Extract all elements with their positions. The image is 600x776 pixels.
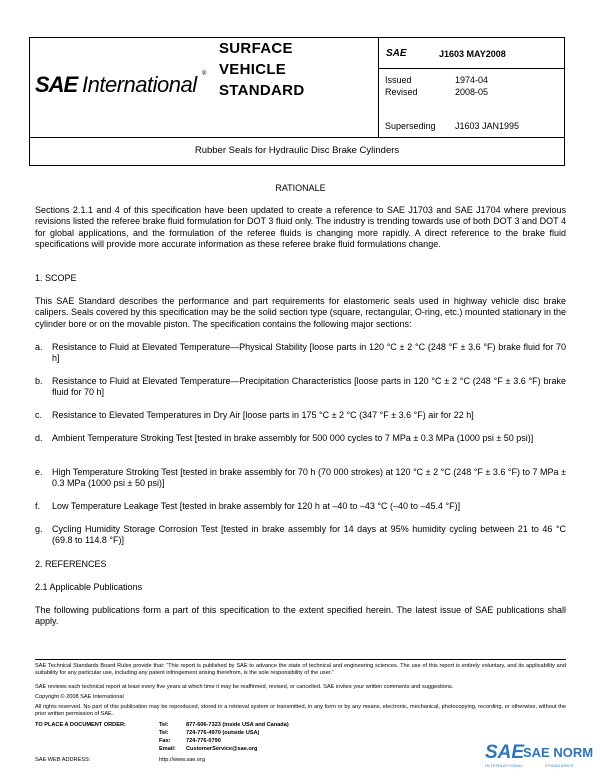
sae-norm-logo-mark: SAE [485, 742, 525, 763]
rationale-text: Sections 2.1.1 and 4 of this specification have been updated to create a reference to SAE J1703 and SAE J1704 where previous revisions listed the referee brake fluid formulation for DOT 3 fluid only. The industry is trending towards use of both DOT 3 and DOT 4 for global applications, and the formulation of the referee fluids is changing more rapidly. A direct reference to the brake fluid specifications will provide more accurate information as these referee brake fluid formulations change. [35, 205, 566, 250]
standard-type-line1: SURFACE [219, 40, 293, 57]
scope-item-text: High Temperature Stroking Test [tested in brake assembly for 70 h (70 000 strokes) at 120 °C ± 2 °C (248 °F ± 3.6 °F) to 7 MPa ± 0.3 MPa (1000 psi ± 50 psi)] [52, 467, 566, 489]
footer-review-note: SAE reviews each technical report at least every five years at which time it may be reaffirmed, revised, or cancelled. SAE invites your written comments and suggestions. [35, 684, 454, 690]
email-link[interactable]: CustomerService@sae.org [186, 746, 258, 752]
standard-type-line3: STANDARD [219, 82, 305, 99]
scope-item-text: Resistance to Elevated Temperatures in Dry Air [loose parts in 175 °C ± 2 °C (347 °F ± 3.6 °F) air for 22 h] [52, 410, 474, 420]
issued-value: 1974-04 [455, 75, 489, 85]
sae-norm-logo-text: SAE NORM [523, 745, 594, 760]
revised-label: Revised [385, 87, 418, 97]
scope-text: This SAE Standard describes the performance and part requirements for elastomeric seals used in highway vehicle disc brake calipers. Seals covered by this specification may be the solid section type (square, rectangular, O-ring, etc.) mounted stationary in the cylinder bore or on the movable piston. The specification contains the following major sections: [35, 296, 566, 329]
document-title: Rubber Seals for Hydraulic Disc Brake Cylinders [194, 145, 400, 156]
scope-item-text: Resistance to Fluid at Elevated Temperature—Physical Stability [loose parts in 120 °C ± 2 °C (248 °F ± 3.6 °F) brake fluid for 70 h] [52, 342, 566, 364]
footer-rule [35, 659, 566, 660]
tel1-value: 877-606-7323 (inside USA and Canada) [186, 722, 289, 728]
email-label: Email: [159, 746, 176, 752]
header-divider-vertical [378, 37, 379, 137]
references-heading: 2. REFERENCES [35, 559, 107, 569]
small-sae-logo: SAE [386, 48, 407, 59]
standard-type-line2: VEHICLE [219, 61, 287, 78]
superseding-value: J1603 JAN1995 [455, 121, 520, 131]
superseding-label: Superseding [385, 121, 436, 131]
sae-logo: SAE [35, 72, 78, 97]
web-address-link[interactable]: http://www.sae.org [159, 757, 206, 763]
fax-value: 724-776-0790 [186, 738, 221, 744]
sae-norm-standards: STANDARDS [545, 763, 574, 768]
scope-item-letter: f. [35, 501, 41, 511]
applicable-publications-heading: 2.1 Applicable Publications [35, 582, 143, 592]
order-label: TO PLACE A DOCUMENT ORDER: [35, 722, 126, 728]
scope-item-letter: e. [35, 467, 43, 477]
scope-item-text: Resistance to Fluid at Elevated Temperature—Precipitation Characteristics [loose parts in 120 °C ± 2 °C (248 °F ± 3.6 °F) brake fluid for 70 h] [52, 376, 566, 398]
scope-item-letter: d. [35, 433, 43, 443]
fax-label: Fax: [159, 738, 171, 744]
tel2-label: Tel: [159, 730, 169, 736]
footer-board-rules: SAE Technical Standards Board Rules provide that: “This report is published by SAE to advance the state of technical and engineering sciences. The use of this report is entirely voluntary, and its applicability and suitability for any particular use, including any patent infringement arising therefrom, is the sole responsibility of the user.” [35, 663, 566, 677]
tel2-value: 724-776-4970 (outside USA) [186, 730, 260, 736]
tel1-label: Tel: [159, 722, 169, 728]
scope-item-text: Ambient Temperature Stroking Test [tested in brake assembly for 500 000 cycles to 7 MPa ± 0.3 MPa (1000 psi ± 50 psi)] [52, 433, 534, 443]
scope-item-text: Low Temperature Leakage Test [tested in brake assembly for 120 h at –40 to –43 °C (–40 to –45.4 °F)] [52, 501, 461, 511]
issued-label: Issued [385, 75, 412, 85]
header-divider-horizontal [29, 137, 565, 138]
sae-logo-international: International [82, 72, 197, 97]
footer-rights: All rights reserved. No part of this publication may be reproduced, stored in a retrieval system or transmitted, in any form or by any means, electronic, mechanical, photocopying, recording, or otherwise, without the prior written permission of SAE. [35, 704, 566, 718]
scope-item-letter: g. [35, 524, 43, 534]
references-text: The following publications form a part of this specification to the extent specified herein. The latest issue of SAE publications shall apply. [35, 605, 566, 627]
scope-item-letter: b. [35, 376, 43, 386]
sae-norm-intl: INTERNATIONAL [485, 763, 524, 768]
document-number: J1603 MAY2008 [439, 49, 506, 59]
scope-item-letter: c. [35, 410, 43, 420]
header-divider-docnumber [378, 68, 565, 69]
revised-value: 2008-05 [455, 87, 489, 97]
scope-item-text: Cycling Humidity Storage Corrosion Test [tested in brake assembly for 14 days at 95% humidity cycling between 21 to 46 °C (69.8 to 114.8 °F)] [52, 524, 566, 546]
scope-heading: 1. SCOPE [35, 273, 77, 283]
web-address-label: SAE WEB ADDRESS: [35, 757, 91, 763]
footer-copyright: Copyright © 2008 SAE International [35, 694, 124, 700]
trademark-symbol: ® [202, 71, 207, 77]
rationale-heading: RATIONALE [275, 183, 326, 193]
scope-item-letter: a. [35, 342, 43, 352]
